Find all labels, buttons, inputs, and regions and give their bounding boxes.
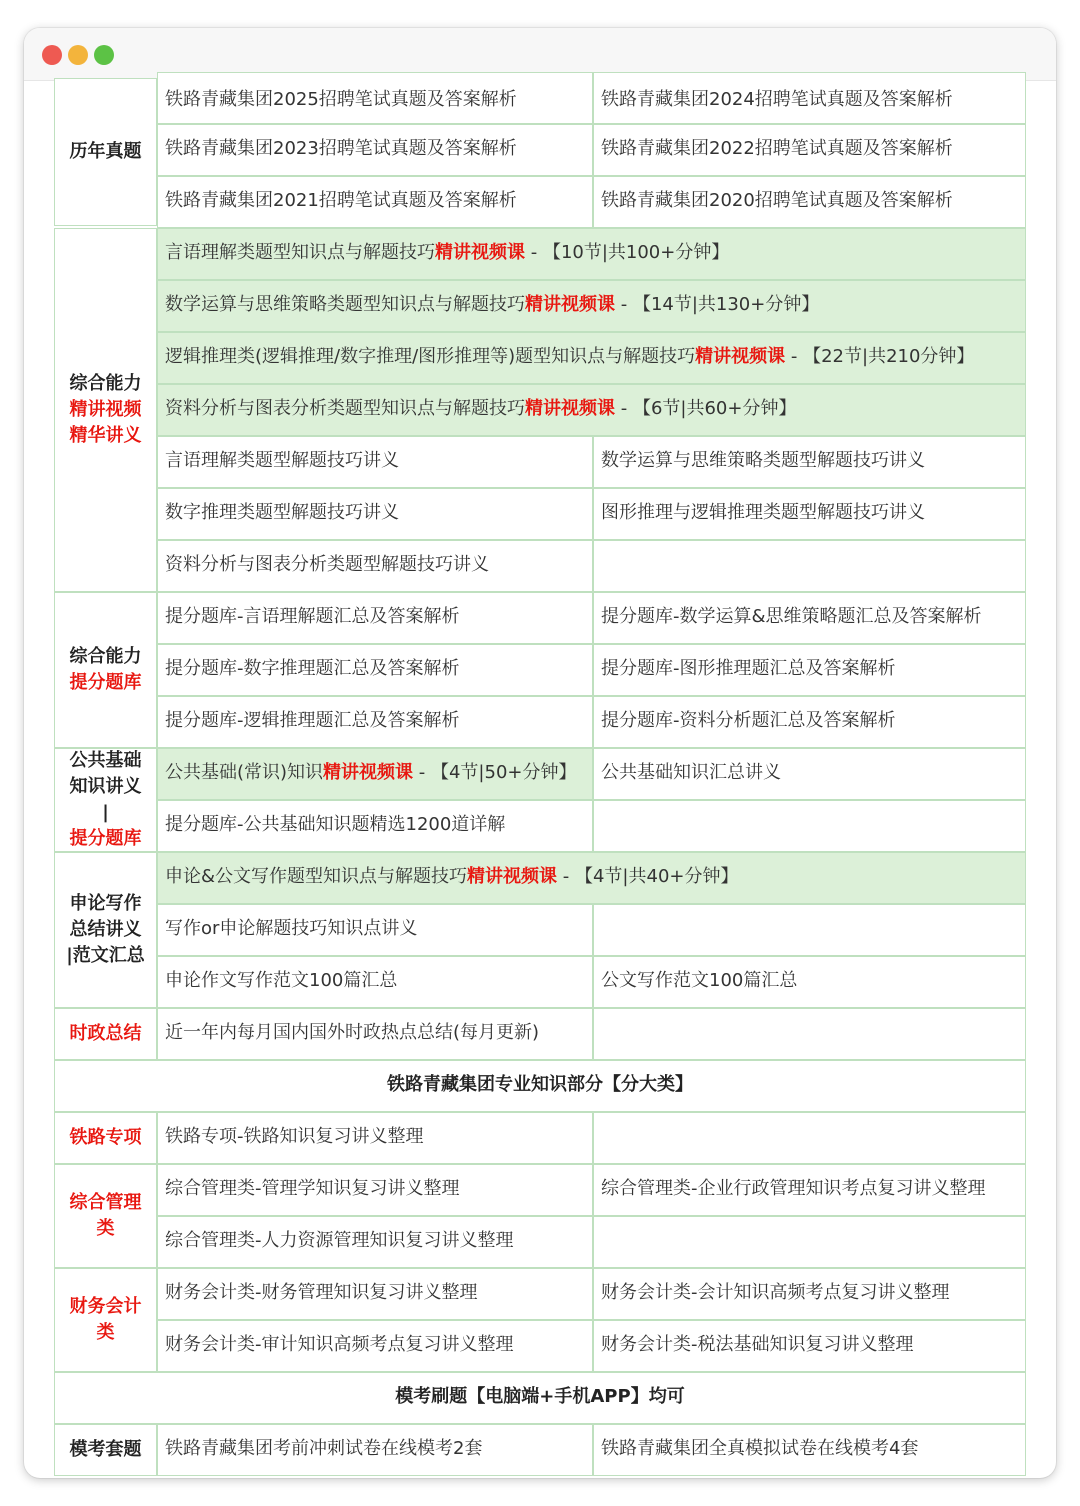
course-title: 逻辑推理类(逻辑推理/数字推理/图形推理等)题型知识点与解题技巧 [165,346,696,367]
video-course-row[interactable] [157,748,593,800]
table-cell[interactable]: 申论作文写作范文100篇汇总 [157,956,593,1008]
category-label: 综合能力 [69,646,142,667]
table-cell[interactable]: 财务会计类-财务管理知识复习讲义整理 [157,1268,593,1320]
section-header-professional: 铁路青藏集团专业知识部分【分大类】 [54,1060,1026,1112]
table-cell[interactable]: 铁路青藏集团2025招聘笔试真题及答案解析 [157,72,593,124]
course-title: 申论&公文写作题型知识点与解题技巧 [165,866,468,887]
table-cell[interactable]: 提分题库-图形推理题汇总及答案解析 [593,644,1026,696]
video-course-tag: 精讲视频课 [695,346,786,367]
category-label: 知识讲义 [69,776,142,797]
video-course-tag: 精讲视频课 [323,762,414,783]
category-essay [54,852,157,1008]
category-management [54,1164,157,1268]
category-label: 提分题库 [69,828,142,849]
category-label: 铁路专项 [69,1127,142,1148]
video-course-tag: 精讲视频课 [467,866,558,887]
table-cell[interactable]: 图形推理与逻辑推理类题型解题技巧讲义 [593,488,1026,540]
empty-cell [593,800,1026,852]
table-cell[interactable]: 近一年内每月国内国外时政热点总结(每月更新) [157,1008,593,1060]
close-window-icon[interactable] [42,45,62,65]
category-label: 财务会计 [69,1296,142,1317]
category-ability-bank [54,592,157,748]
course-title: 数学运算与思维策略类题型知识点与解题技巧 [165,294,525,315]
table-cell[interactable]: 综合管理类-人力资源管理知识复习讲义整理 [157,1216,593,1268]
category-separator: | [102,802,109,823]
table-cell[interactable]: 铁路青藏集团2020招聘笔试真题及答案解析 [593,176,1026,228]
table-cell[interactable]: 财务会计类-税法基础知识复习讲义整理 [593,1320,1026,1372]
category-label: 模考套题 [69,1439,142,1460]
category-label: 精华讲义 [69,425,142,446]
table-cell[interactable]: 数学运算与思维策略类题型解题技巧讲义 [593,436,1026,488]
table-cell[interactable]: 写作or申论解题技巧知识点讲义 [157,904,593,956]
empty-cell [593,1008,1026,1060]
video-course-tag: 精讲视频课 [525,294,615,315]
course-length: - 【22节|共210分钟】 [785,346,975,367]
category-politics [54,1008,157,1060]
table-cell[interactable]: 铁路青藏集团2022招聘笔试真题及答案解析 [593,124,1026,176]
category-public-basics [54,748,157,852]
table-cell[interactable]: 数字推理类题型解题技巧讲义 [157,488,593,540]
category-finance [54,1268,157,1372]
category-label: |范文汇总 [66,945,145,966]
category-label: 综合管理 [69,1192,142,1213]
course-title: 言语理解类题型知识点与解题技巧 [165,242,435,263]
category-label: 公共基础 [69,750,142,771]
category-label: 精讲视频 [69,399,142,420]
video-course-row[interactable] [157,384,1026,436]
table-cell[interactable]: 提分题库-公共基础知识题精选1200道详解 [157,800,593,852]
category-history [54,78,157,226]
table-cell[interactable]: 提分题库-言语理解题汇总及答案解析 [157,592,593,644]
table-cell[interactable]: 提分题库-资料分析题汇总及答案解析 [593,696,1026,748]
category-label: 时政总结 [69,1023,142,1044]
category-railway [54,1112,157,1164]
section-header-mock: 模考刷题【电脑端+手机APP】均可 [54,1372,1026,1424]
minimize-window-icon[interactable] [68,45,88,65]
video-course-row[interactable] [157,280,1026,332]
category-label: 总结讲义 [69,919,142,940]
table-cell[interactable]: 财务会计类-审计知识高频考点复习讲义整理 [157,1320,593,1372]
category-label: 历年真题 [69,141,142,162]
maximize-window-icon[interactable] [94,45,114,65]
category-label: 综合能力 [69,373,142,394]
course-length: - 【4节|50+分钟】 [413,762,577,783]
table-cell[interactable]: 铁路青藏集团全真模拟试卷在线模考4套 [593,1424,1026,1476]
browser-window [24,28,1056,1478]
table-cell[interactable]: 综合管理类-管理学知识复习讲义整理 [157,1164,593,1216]
table-cell[interactable]: 提分题库-数字推理题汇总及答案解析 [157,644,593,696]
table-cell[interactable]: 公文写作范文100篇汇总 [593,956,1026,1008]
table-cell[interactable]: 铁路青藏集团考前冲刺试卷在线模考2套 [157,1424,593,1476]
video-course-row[interactable] [157,332,1026,384]
table-cell[interactable]: 提分题库-数学运算&思维策略题汇总及答案解析 [593,592,1026,644]
category-ability-video [54,228,157,592]
table-cell[interactable]: 言语理解类题型解题技巧讲义 [157,436,593,488]
category-label: 提分题库 [69,672,142,693]
table-cell[interactable]: 公共基础知识汇总讲义 [593,748,1026,800]
video-course-tag: 精讲视频课 [435,242,525,263]
empty-cell [593,904,1026,956]
table-cell[interactable]: 铁路青藏集团2021招聘笔试真题及答案解析 [157,176,593,228]
course-length: - 【4节|共40+分钟】 [557,866,739,887]
empty-cell [593,1112,1026,1164]
course-title: 资料分析与图表分析类题型知识点与解题技巧 [165,398,525,419]
category-mock [54,1424,157,1476]
empty-cell [593,540,1026,592]
table-cell[interactable]: 铁路青藏集团2023招聘笔试真题及答案解析 [157,124,593,176]
course-length: - 【14节|共130+分钟】 [615,294,820,315]
category-label: 类 [96,1218,115,1239]
course-title: 公共基础(常识)知识 [165,762,324,783]
table-cell[interactable]: 资料分析与图表分析类题型解题技巧讲义 [157,540,593,592]
table-cell[interactable]: 综合管理类-企业行政管理知识考点复习讲义整理 [593,1164,1026,1216]
course-length: - 【6节|共60+分钟】 [615,398,797,419]
table-cell[interactable]: 提分题库-逻辑推理题汇总及答案解析 [157,696,593,748]
category-label: 申论写作 [69,893,142,914]
table-cell[interactable]: 财务会计类-会计知识高频考点复习讲义整理 [593,1268,1026,1320]
table-cell[interactable]: 铁路青藏集团2024招聘笔试真题及答案解析 [593,72,1026,124]
category-label: 类 [96,1322,115,1343]
empty-cell [593,1216,1026,1268]
table-cell[interactable]: 铁路专项-铁路知识复习讲义整理 [157,1112,593,1164]
video-course-row[interactable] [157,852,1026,904]
course-length: - 【10节|共100+分钟】 [525,242,730,263]
video-course-tag: 精讲视频课 [525,398,615,419]
video-course-row[interactable] [157,228,1026,280]
